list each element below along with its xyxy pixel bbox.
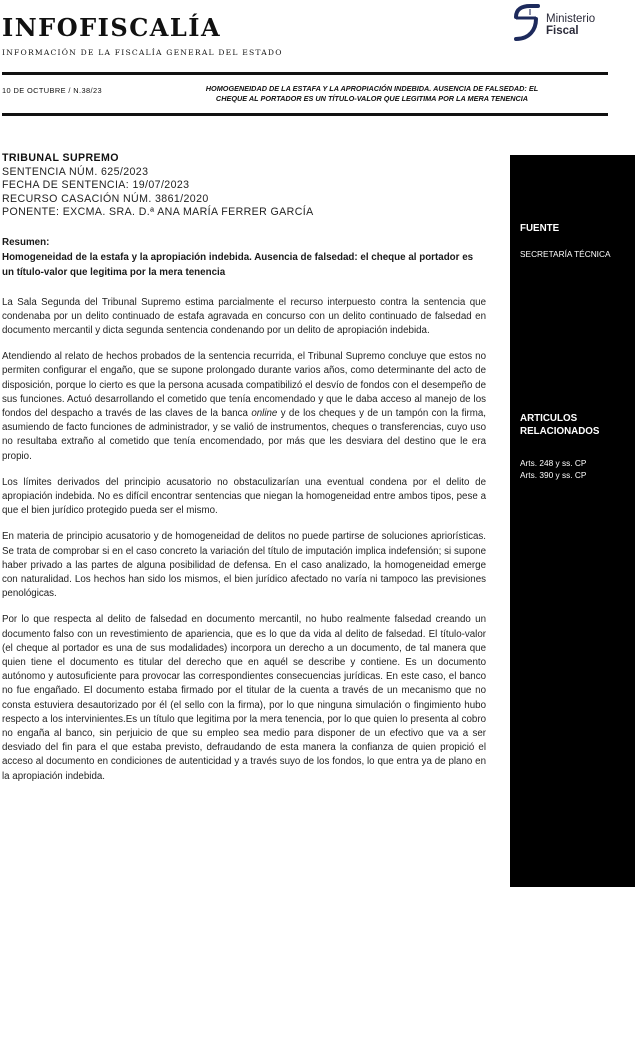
ponente: PONENTE: EXCMA. SRA. D.ª ANA MARÍA FERRER GARCÍA — [2, 206, 314, 218]
issue-date-number: 10 DE OCTUBRE / N.38/23 — [2, 86, 102, 95]
paragraph-5: Por lo que respecta al delito de falsedad en documento mercantil, no hubo realmente falsedad creando un documento falso con un revestimiento de apariencia, que es lo que da vida al delito de falsedad. El título-valor (el cheque al portador es una de sus modalidades) incorpora un derecho a un documento, de tal manera que quien tiene el documento es titular del derecho que en aquél se describe y contiene. Es un documento autónomo y autosuficiente para provocar las correspondientes consecuencias jurídicas. En este caso, el banco no fue engañado. El documento estaba firmado por el titular de la cuenta a través de un mecanismo que no consta estuviera desautorizado por él (el sello con la firma), por lo que ninguna simulación o fingimiento hubo respecto a los intervinientes.Es un título que legitima por la mera tenencia, por lo que quien lo presenta al cobro no engaña al banco, sin perjuicio de que su empleo sea medio para disponer de un efectivo que va a ser desviado del fin para el que estaba previsto, defraudando de esta manera la confianza de quien propició el acceso al documento en condiciones de autenticidad y a través suyo de los fondos, lo que entra ya de plano en la apropiación indebida. — [2, 614, 486, 782]
articulo-item: Arts. 390 y ss. CP — [520, 470, 587, 480]
article-body — [2, 152, 486, 794]
publication-title: INFOFISCALÍA — [2, 13, 222, 42]
info-sidebar — [510, 155, 635, 887]
paragraph-2-text-b: y de los cheques y de un tampón con la firma, asumiendo de facto funciones de administrador, y se valió de instrumentos, cheques o transferencias, cuyo uso no resultaba extraño al cometido que tenía encomendado, por más que les desviara del destino que le era propio. — [2, 407, 486, 462]
recurso-number: RECURSO CASACIÓN NÚM. 3861/2020 — [2, 192, 209, 205]
headline-line-2: CHEQUE AL PORTADOR ES UN TÍTULO-VALOR QUE LEGITIMA POR LA MERA TENENCIA — [215, 94, 529, 103]
paragraph-2-italic: online — [251, 407, 278, 419]
paragraph-4: En materia de principio acusatorio y de homogeneidad de delitos no puede partirse de soluciones apriorísticas. Se trata de comprobar si en el caso concreto la variación del título de imputación implica indefensión; si supone haber privado a las partes de alguna posibilidad de defensa. En el caso analizado, la homogeneidad emerge con naturalidad. Los hechos han sido los mismos, el bien jurídico afectado no varía ni tampoco las previsiones penológicas. — [2, 531, 486, 600]
paragraph-2-text-a: Atendiendo al relato de hechos probados de la sentencia recurrida, el Tribunal Supremo concluye que estos no permiten configurar el engaño, que se supone prolongado durante varios años, como determinante del acto de disposición, porque lo cierto es que la persona acusada compatibilizó el desvío de fondos con el desempeño de sus funciones. Actuó desarrollando el cometido que tenía encomendado y que le daba acceso al manejo de los fondos del despacho a través de las claves de la banca — [2, 351, 486, 419]
ministerio-fiscal-logo-icon — [512, 3, 542, 43]
articulo-item: Arts. 248 y ss. CP — [520, 458, 587, 468]
paragraph-1: La Sala Segunda del Tribunal Supremo estima parcialmente el recurso interpuesto contra la sentencia que condenaba por un delito continuado de estafa agravada en concurso con un delito continuado de falsedad en documento mercantil y dicta segunda sentencia condenando por un delito de apropiación indebida. — [2, 296, 486, 336]
resumen-label: Resumen: — [2, 236, 50, 248]
articulos-label: ARTICULOS RELACIONADOS — [520, 413, 600, 437]
resumen-text: Homogeneidad de la estafa y la apropiación indebida. Ausencia de falsedad: el cheque al portador es un título-valor que legitima por la mera tenencia — [2, 251, 474, 278]
publication-subtitle: INFORMACIÓN DE LA FISCALÍA GENERAL DEL ESTADO — [2, 48, 283, 57]
fuente-label: FUENTE — [520, 223, 560, 234]
masthead — [2, 14, 283, 57]
header-top-rule — [2, 72, 608, 75]
ministerio-fiscal-logo — [512, 3, 632, 43]
paragraph-2 — [2, 350, 486, 464]
paragraph-3: Los límites derivados del principio acusatorio no obstaculizarían una eventual condena por el delito de apropiación indebida. No es difícil encontrar sentencias que niegan la homogeneidad entre ambos tipos, pese a que el bien jurídico protegido pueda ser el mismo. — [2, 476, 486, 517]
header-bottom-rule — [2, 113, 608, 116]
court-name: TRIBUNAL SUPREMO — [2, 152, 119, 164]
sentencia-number: SENTENCIA NÚM. 625/2023 — [2, 165, 149, 178]
logo-text — [546, 13, 595, 37]
logo-line-ministerio: Ministerio — [546, 13, 596, 25]
logo-line-fiscal: Fiscal — [546, 25, 579, 37]
headline-line-1: HOMOGENEIDAD DE LA ESTAFA Y LA APROPIACIÓN INDEBIDA. AUSENCIA DE FALSEDAD: EL — [205, 84, 539, 93]
fuente-value: SECRETARÍA TÉCNICA — [520, 249, 611, 259]
issue-headline — [168, 84, 576, 104]
sentencia-date: FECHA DE SENTENCIA: 19/07/2023 — [2, 179, 190, 191]
